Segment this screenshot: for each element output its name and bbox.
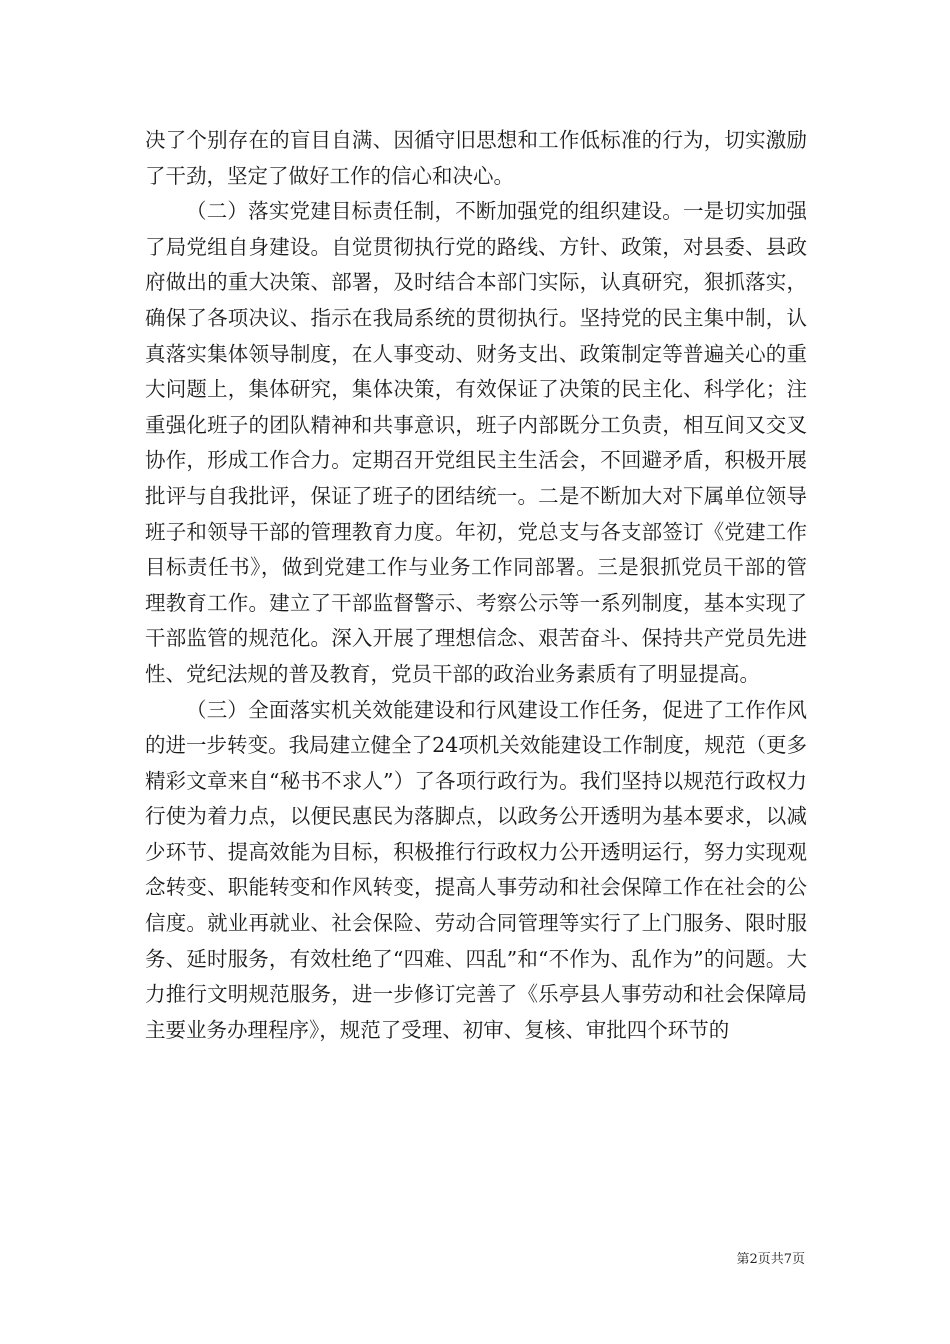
body-text bbox=[145, 123, 807, 1048]
paragraph-party-building: （二）落实党建目标责任制，不断加强党的组织建设。一是切实加强了局党组自身建设。自觉贯彻执行党的路线、方针、政策，对县委、县政府做出的重大决策、部署，及时结合本部门实际，认真研究，狠抓落实，确保了各项决议、指示在我局系统的贯彻执行。坚持党的民主集中制，认真落实集体领导制度，在人事变动、财务支出、政策制定等普遍关心的重大问题上，集体研究，集体决策，有效保证了决策的民主化、科学化；注重强化班子的团队精神和共事意识，班子内部既分工负责，相互间又交叉协作，形成工作合力。定期召开党组民主生活会，不回避矛盾，积极开展批评与自我批评，保证了班子的团结统一。二是不断加大对下属单位领导班子和领导干部的管理教育力度。年初，党总支与各支部签订《党建工作目标责任书》，做到党建工作与业务工作同部署。三是狠抓党员干部的管理教育工作。建立了干部监督警示、考察公示等一系列制度，基本实现了干部监管的规范化。深入开展了理想信念、艰苦奋斗、保持共产党员先进性、党纪法规的普及教育，党员干部的政治业务素质有了明显提高。 bbox=[145, 199, 807, 686]
paragraph-continuation: 决了个别存在的盲目自满、因循守旧思想和工作低标准的行为，切实激励了干劲，坚定了做好工作的信心和决心。 bbox=[145, 128, 807, 188]
paragraph-efficiency-building: （三）全面落实机关效能建设和行风建设工作任务，促进了工作作风的进一步转变。我局建立健全了24项机关效能建设工作制度，规范（更多精彩文章来自“秘书不求人”）了各项行政行为。我们坚持以规范行政权力行使为着力点，以便民惠民为落脚点，以政务公开透明为基本要求，以减少环节、提高效能为目标，积极推行行政权力公开透明运行，努力实现观念转变、职能转变和作风转变，提高人事劳动和社会保障工作在社会的公信度。就业再就业、社会保险、劳动合同管理等实行了上门服务、限时服务、延时服务，有效杜绝了“四难、四乱”和“不作为、乱作为”的问题。大力推行文明规范服务，进一步修订完善了《乐亭县人事劳动和社会保障局主要业务办理程序》，规范了受理、初审、复核、审批四个环节的 bbox=[145, 697, 807, 1042]
page-number: 第2页共7页 bbox=[736, 1252, 805, 1267]
